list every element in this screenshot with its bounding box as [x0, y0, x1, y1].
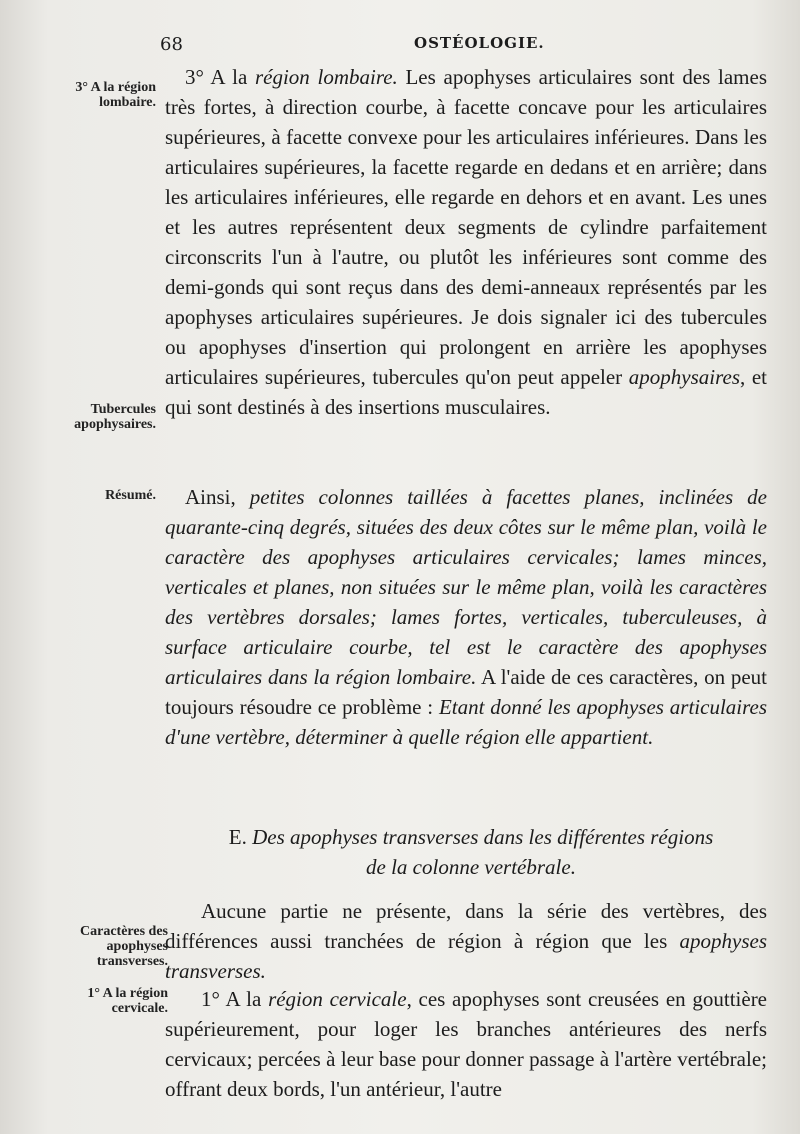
running-title: OSTÉOLOGIE. [414, 34, 545, 52]
paragraph-lead-italic: région cervicale [268, 987, 407, 1011]
section-title-line-1: Des apophyses transverses dans les différentes régions [252, 825, 714, 849]
paragraph-cervicale [165, 984, 767, 1104]
problem-statement: Etant donné les apophyses articulaires d'une vertèbre, déterminer à quelle région elle appartient. [165, 695, 767, 749]
paragraph-text: Aucune partie ne présente, dans la série des vertèbres, des différences aussi tranchées de région à région que les [165, 899, 767, 953]
paragraph-lombaire [165, 62, 767, 422]
section-heading-line-1 [165, 822, 777, 852]
paragraph-lead: 3° A la [185, 65, 255, 89]
section-title-line-2: de la colonne vertébrale. [366, 855, 576, 879]
page-number: 68 [160, 34, 183, 55]
summary-italic-text: petites colonnes taillées à facettes planes, inclinées de quarante-cinq degrés, situées des deux côtes sur le même plan, voilà le caractère des apophyses articulaires cervicales; lames minces, verticales et planes, non situées sur le même plan, voilà les caractères des vertèbres dorsales; lames fortes, verticales, tuberculeuses, à surface articulaire courbe, tel est le caractère des apophyses articulaires dans la région lombaire. [165, 485, 767, 689]
paragraph-resume [165, 482, 767, 752]
paragraph-lead: 1° A la [201, 987, 269, 1011]
term-apophysaires: apophysaires [628, 365, 740, 389]
paragraph-caracteres [165, 896, 767, 986]
paragraph-text: Les apophyses articulaires sont des lames très fortes, à direction courbe, à facette concave pour les articulaires supérieures, à facette convexe pour les articulaires inférieures. Dans les articulaires supérieures, la facette regarde en dedans et en arrière; dans les articulaires inférieures, elle regarde en dehors et en avant. Les unes et les autres représentent deux segments de cylindre parfaitement circonscrits l'un à l'autre, ou plutôt les inférieures sont comme des demi-gonds qui sont reçus dans des demi-anneaux représentés par les apophyses articulaires supérieures. Je dois signaler ici des tubercules ou apophyses d'insertion qui prolongent en arrière les apophyses articulaires supérieures, tubercules qu'on peut appeler [165, 65, 767, 389]
term-apophyses-transverses: apophyses transverses. [165, 929, 767, 983]
section-heading [165, 822, 777, 882]
paragraph-text: , et qui sont destinés à des insertions musculaires. [165, 365, 768, 419]
paragraph-text: A l'aide de ces caractères, on peut toujours résoudre ce problème : [165, 665, 767, 719]
sidenote-lombaire: 3° A la région lombaire. [75, 80, 156, 110]
sidenote-caracteres: Caractères des apophyses transverses. [80, 924, 168, 969]
section-heading-line-2 [165, 852, 777, 882]
section-letter: E. [228, 825, 253, 849]
paragraph-lead: Ainsi, [185, 485, 250, 509]
sidenote-tubercules: Tubercules apophysaires. [74, 402, 156, 432]
sidenote-resume: Résumé. [105, 488, 156, 503]
paragraph-text: , ces apophyses sont creusées en gouttière supérieurement, pour loger les branches antérieures des nerfs cervicaux; percées à leur base pour donner passage à l'artère vertébrale; offrant deux bords, l'un antérieur, l'autre [165, 987, 768, 1101]
sidenote-cervicale: 1° A la région cervicale. [87, 986, 168, 1016]
paragraph-lead-italic: région lombaire. [254, 65, 398, 89]
